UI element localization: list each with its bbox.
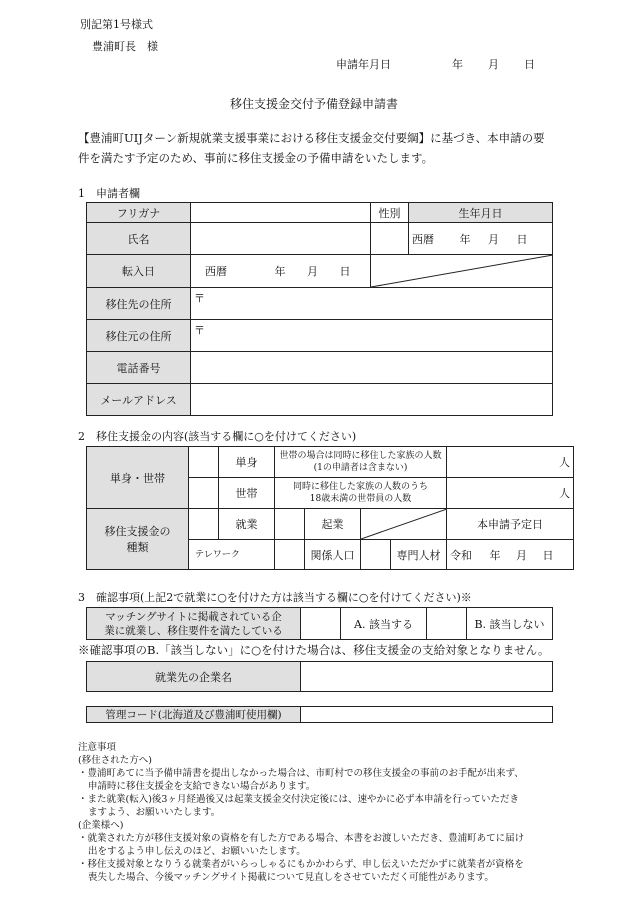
scheduled-date-field[interactable] xyxy=(447,540,574,570)
name-field[interactable] xyxy=(191,223,371,255)
new-address-label: 移住先の住所 xyxy=(87,288,191,320)
phone-label: 電話番号 xyxy=(87,352,191,384)
household-check[interactable] xyxy=(189,478,219,509)
single-household-label: 単身・世帯 xyxy=(87,447,189,509)
note-c1a: ・就業された方が移住支援対象の資格を有した方である場合、本書をお渡しいただき、豊浦町あてに届け xyxy=(78,833,525,844)
moving-day: 日 xyxy=(339,265,351,278)
moving-month: 月 xyxy=(307,265,318,278)
moving-date-field[interactable] xyxy=(191,255,371,288)
new-address-field[interactable] xyxy=(191,288,553,320)
birth-day: 日 xyxy=(516,232,528,246)
email-label: メールアドレス xyxy=(87,384,191,416)
intro-line-2: 件を満たす予定のため、事前に移住支援金の予備申請をいたします。 xyxy=(78,151,434,165)
minor-count-note: 同時に移住した家族の人数のうち 18歳未満の世帯員の人数 xyxy=(275,478,447,509)
option-a-check[interactable] xyxy=(301,608,341,640)
type-diagonal-cell xyxy=(361,509,447,540)
admin-code-label: 管理コード(北海道及び豊浦町使用欄) xyxy=(87,707,301,723)
minor-count-unit: 人 xyxy=(559,487,571,500)
addressee: 豊浦町長 様 xyxy=(92,40,158,53)
email-field[interactable] xyxy=(191,384,553,416)
application-date-label: 申請年月日 xyxy=(336,58,391,71)
old-postal-mark: 〒 xyxy=(194,324,205,337)
option-b-check[interactable] xyxy=(427,608,467,640)
type-diagonal-line xyxy=(361,509,447,539)
birth-seireki: 西暦 xyxy=(412,232,434,246)
startup-label: 起業 xyxy=(305,509,361,540)
section1-heading: 1 申請者欄 xyxy=(78,187,140,200)
admin-code-table xyxy=(86,706,553,723)
phone-field[interactable] xyxy=(191,352,553,384)
option-b-label: B. 該当しない xyxy=(467,608,553,640)
diagonal-line xyxy=(371,255,553,287)
moving-seireki: 西暦 xyxy=(205,265,227,278)
section2-heading: 2 移住支援金の内容(該当する欄に○を付けてください) xyxy=(78,430,357,443)
confirmation-note: ※確認事項のB.「該当しない」に○を付けた場合は、移住支援金の支給対象となりません。 xyxy=(78,643,550,657)
single-check[interactable] xyxy=(189,447,219,478)
household-label: 世帯 xyxy=(219,478,275,509)
note-c2a: ・移住支援対象となりうる就業者がいらっしゃるにもかかわらず、申し伝えいただかずに就業者が資格を xyxy=(78,859,524,870)
company-name-label: 就業先の企業名 xyxy=(87,662,301,692)
old-address-field[interactable] xyxy=(191,320,553,352)
date-month: 月 xyxy=(488,58,499,71)
subsidy-table xyxy=(86,446,574,570)
old-address-label: 移住元の住所 xyxy=(87,320,191,352)
subsidy-type-label: 移住支援金の 種類 xyxy=(87,509,189,570)
telework-cell[interactable] xyxy=(189,540,275,570)
scheduled-year: 年 xyxy=(489,548,501,562)
section3-heading: 3 確認事項(上記2で就業に○を付けた方は該当する欄に○を付けてください)※ xyxy=(78,591,472,604)
furigana-label: フリガナ xyxy=(87,203,191,223)
option-a-label: A. 該当する xyxy=(341,608,427,640)
date-year: 年 xyxy=(452,58,463,71)
note-m1b: 申請時に移住支援金を支給できない場合があります。 xyxy=(88,781,316,792)
family-count-unit: 人 xyxy=(559,456,571,469)
reiwa-label: 令和 xyxy=(450,548,473,562)
notes-block xyxy=(78,741,524,884)
form-number: 別記第1号様式 xyxy=(80,18,153,31)
matching-question: マッチングサイトに掲載されている企 業に就業し、移住要件を満たしている xyxy=(87,608,301,640)
notes-title: 注意事項 xyxy=(78,742,117,753)
single-label: 単身 xyxy=(219,447,275,478)
telework-label: テレワーク xyxy=(195,549,240,560)
diagonal-cell xyxy=(371,255,553,288)
specialist-check[interactable] xyxy=(361,540,391,570)
document-title: 移住支援金交付予備登録申請書 xyxy=(230,97,399,111)
family-count-note: 世帯の場合は同時に移住した家族の人数 (1の申請者は含まない) xyxy=(275,447,447,478)
startup-check[interactable] xyxy=(275,509,305,540)
company-table xyxy=(86,661,553,692)
note-m2a: ・また就業(転入)後3ヶ月経過後又は起業支援金交付決定後には、速やかに必ず本申請を行っていただき xyxy=(78,794,519,805)
birth-year: 年 xyxy=(459,232,471,246)
new-postal-mark: 〒 xyxy=(194,292,205,305)
date-day: 日 xyxy=(524,58,535,71)
notes-movers-heading: (移住された方へ) xyxy=(78,755,152,766)
moving-date-label: 転入日 xyxy=(87,255,191,288)
applicant-table xyxy=(86,202,553,416)
confirmation-table xyxy=(86,607,553,640)
scheduled-day: 日 xyxy=(542,548,554,562)
note-m2b: ますよう、お願いいたします。 xyxy=(88,807,221,818)
employment-check[interactable] xyxy=(189,509,219,540)
furigana-field[interactable] xyxy=(191,203,371,223)
family-count-field[interactable] xyxy=(447,447,574,478)
moving-year: 年 xyxy=(274,265,286,278)
admin-code-field[interactable] xyxy=(301,707,553,723)
birth-label: 生年月日 xyxy=(409,203,553,223)
notes-companies-heading: (企業様へ) xyxy=(78,820,124,831)
scheduled-date-label: 本申請予定日 xyxy=(447,509,574,540)
birth-field[interactable] xyxy=(409,223,553,255)
related-check[interactable] xyxy=(275,540,305,570)
company-name-field[interactable] xyxy=(301,662,553,692)
note-c1b: 出をするよう申し伝えのほど、お願いいたします。 xyxy=(88,846,306,857)
note-c2b: 喪失した場合、今後マッチングサイト掲載について見直しをさせていただく可能性があります。 xyxy=(88,872,494,883)
sex-field[interactable] xyxy=(371,223,409,255)
specialist-label: 専門人材 xyxy=(391,540,447,570)
scheduled-month: 月 xyxy=(516,548,528,562)
name-label: 氏名 xyxy=(87,223,191,255)
sex-label: 性別 xyxy=(371,203,409,223)
employment-label: 就業 xyxy=(219,509,275,540)
birth-month: 月 xyxy=(488,232,499,246)
minor-count-field[interactable] xyxy=(447,478,574,509)
note-m1a: ・豊浦町あてに当予備申請書を提出しなかった場合は、市町村での移住支援金の事前のお手配が出来ず、 xyxy=(78,768,524,779)
intro-line-1: 【豊浦町UIJターン新規就業支援事業における移住支援金交付要綱】に基づき、本申請の要 xyxy=(78,131,545,145)
related-label: 関係人口 xyxy=(305,540,361,570)
